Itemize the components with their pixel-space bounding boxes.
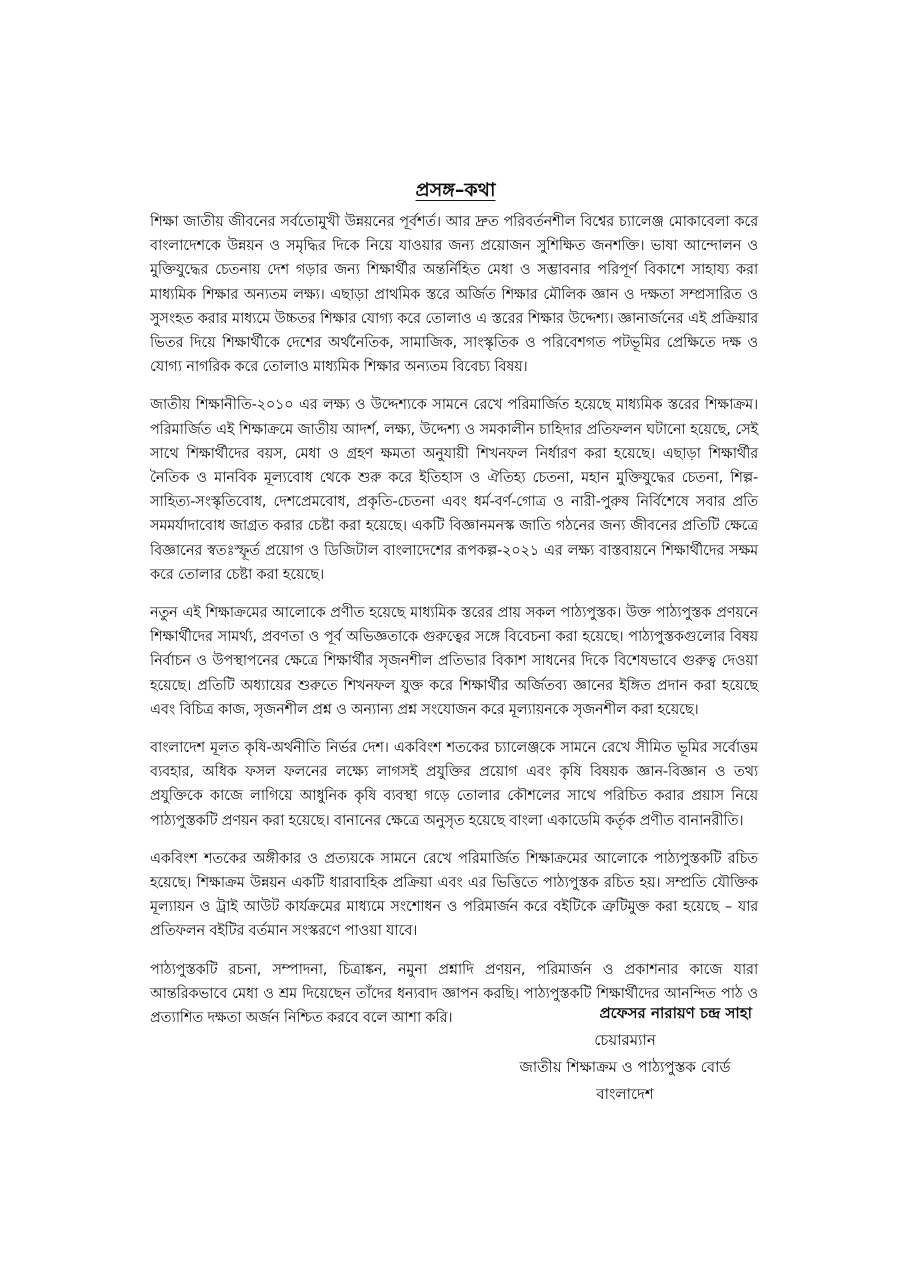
signatory-name: প্রফেসর নারায়ণ চন্দ্র সাহা [599, 1004, 752, 1022]
signatory-organization: জাতীয় শিক্ষাক্রম ও পাঠ্যপুস্তক বোর্ড [519, 1058, 731, 1076]
signature-block [480, 1000, 770, 1108]
body-text [150, 210, 758, 1044]
paragraph-3: নতুন এই শিক্ষাক্রমের আলোকে প্রণীত হয়েছে মাধ্যমিক স্তরের প্রায় সকল পাঠ্যপুস্তক। উক্ত পাঠ্যপুস্তক প্রণয়নে শিক্ষার্থীদের সামর্থ্য, প্রবণতা ও পূর্ব অভিজ্ঞতাকে গুরুত্বের সঙ্গে বিবেচনা করা হয়েছে। পাঠ্যপুস্তকগুলোর বিষয় নির্বাচন ও উপস্থাপনের ক্ষেত্রে শিক্ষার্থীর সৃজনশীল প্রতিভার বিকাশ সাধনের দিকে বিশেষভাবে গুরুত্ব দেওয়া হয়েছে। প্রতিটি অধ্যায়ের শুরুতে শিখনফল যুক্ত করে শিক্ষার্থীর অর্জিতব্য জ্ঞানের ইঙ্গিত প্রদান করা হয়েছে এবং বিচিত্র কাজ, সৃজনশীল প্রশ্ন ও অন্যান্য প্রশ্ন সংযোজন করে মূল্যায়নকে সৃজনশীল করা হয়েছে। [150, 604, 758, 718]
signatory-designation: চেয়ারম্যান [594, 1031, 656, 1049]
page-title: প্রসঙ্গ–কথা [415, 179, 496, 201]
paragraph-5: একবিংশ শতকের অঙ্গীকার ও প্রত্যয়কে সামনে রেখে পরিমার্জিত শিক্ষাক্রমের আলোকে পাঠ্যপুস্তকটি রচিত হয়েছে। শিক্ষাক্রম উন্নয়ন একটি ধারাবাহিক প্রক্রিয়া এবং এর ভিত্তিতে পাঠ্যপুস্তক রচিত হয়। সম্প্রতি যৌক্তিক মূল্যায়ন ও ট্রাই আউট কার্যক্রমের মাধ্যমে সংশোধন ও পরিমার্জন করে বইটিকে ত্রুটিমুক্ত করা হয়েছে – যার প্রতিফলন বইটির বর্তমান সংস্করণে পাওয়া যাবে। [150, 849, 758, 940]
paragraph-6: পাঠ্যপুস্তকটি রচনা, সম্পাদনা, চিত্রাঙ্কন, নমুনা প্রশ্নাদি প্রণয়ন, পরিমার্জন ও প্রকাশনার কাজে যারা আন্তরিকভাবে মেধা ও শ্রম দিয়েছেন তাঁদের ধন্যবাদ জ্ঞাপন করছি। পাঠ্যপুস্তকটি শিক্ষার্থীদের আনন্দিত পাঠ ও প্রত্যাশিত দক্ষতা অর্জন নিশ্চিত করবে বলে আশা করি। [150, 960, 758, 1027]
paragraph-2: জাতীয় শিক্ষানীতি-২০১০ এর লক্ষ্য ও উদ্দেশ্যকে সামনে রেখে পরিমার্জিত হয়েছে মাধ্যমিক স্তরের শিক্ষাক্রম। পরিমার্জিত এই শিক্ষাক্রমে জাতীয় আদর্শ, লক্ষ্য, উদ্দেশ্য ও সমকালীন চাহিদার প্রতিফলন ঘটানো হয়েছে, সেই সাথে শিক্ষার্থীদের বয়স, মেধা ও গ্রহণ ক্ষমতা অনুযায়ী শিখনফল নির্ধারণ করা হয়েছে। এছাড়া শিক্ষার্থীর নৈতিক ও মানবিক মূল্যবোধ থেকে শুরু করে ইতিহাস ও ঐতিহ্য চেতনা, মহান মুক্তিযুদ্ধের চেতনা, শিল্প-সাহিত্য-সংস্কৃতিবোধ, দেশপ্রেমবোধ, প্রকৃতি-চেতনা এবং ধর্ম-বর্ণ-গোত্র ও নারী-পুরুষ নির্বিশেষে সবার প্রতি সমমর্যাদাবোধ জাগ্রত করার চেষ্টা করা হয়েছে। একটি বিজ্ঞানমনস্ক জাতি গঠনের জন্য জীবনের প্রতিটি ক্ষেত্রে বিজ্ঞানের স্বতঃস্ফূর্ত প্রয়োগ ও ডিজিটাল বাংলাদেশের রূপকল্প-২০২১ এর লক্ষ্য বাস্তবায়নে শিক্ষার্থীদের সক্ষম করে তোলার চেষ্টা করা হয়েছে। [150, 396, 758, 583]
paragraph-4: বাংলাদেশ মূলত কৃষি-অর্থনীতি নির্ভর দেশ। একবিংশ শতকের চ্যালেঞ্জকে সামনে রেখে সীমিত ভূমির সর্বোত্তম ব্যবহার, অধিক ফসল ফলনের লক্ষ্যে লাগসই প্রযুক্তির প্রয়োগ এবং কৃষি বিষয়ক জ্ঞান-বিজ্ঞান ও তথ্য প্রযুক্তিকে কাজে লাগিয়ে আধুনিক কৃষি ব্যবস্থা গড়ে তোলার কৌশলের সাথে পরিচিত করার প্রয়াস নিয়ে পাঠ্যপুস্তকটি প্রণয়ন করা হয়েছে। বানানের ক্ষেত্রে অনুসৃত হয়েছে বাংলা একাডেমি কর্তৃক প্রণীত বানানরীতি। [150, 739, 758, 829]
signatory-country: বাংলাদেশ [596, 1085, 654, 1103]
paragraph-1: শিক্ষা জাতীয় জীবনের সর্বতোমুখী উন্নয়নের পূর্বশর্ত। আর দ্রুত পরিবর্তনশীল বিশ্বের চ্যালেঞ্জ মোকাবেলা করে বাংলাদেশকে উন্নয়ন ও সমৃদ্ধির দিকে নিয়ে যাওয়ার জন্য প্রয়োজন সুশিক্ষিত জনশক্তি। ভাষা আন্দোলন ও মুক্তিযুদ্ধের চেতনায় দেশ গড়ার জন্য শিক্ষার্থীর অন্তর্নিহিত মেধা ও সম্ভাবনার পরিপূর্ণ বিকাশে সাহায্য করা মাধ্যমিক শিক্ষার অন্যতম লক্ষ্য। এছাড়া প্রাথমিক স্তরে অর্জিত শিক্ষার মৌলিক জ্ঞান ও দক্ষতা সম্প্রসারিত ও সুসংহত করার মাধ্যমে উচ্চতর শিক্ষার যোগ্য করে তোলাও এ স্তরের শিক্ষার উদ্দেশ্য। জ্ঞানার্জনের এই প্রক্রিয়ার ভিতর দিয়ে শিক্ষার্থীকে দেশের অর্থনৈতিক, সামাজিক, সাংস্কৃতিক ও পরিবেশগত পটভূমির প্রেক্ষিতে দক্ষ ও যোগ্য নাগরিক করে তোলাও মাধ্যমিক শিক্ষার অন্যতম বিবেচ্য বিষয়। [150, 213, 758, 376]
